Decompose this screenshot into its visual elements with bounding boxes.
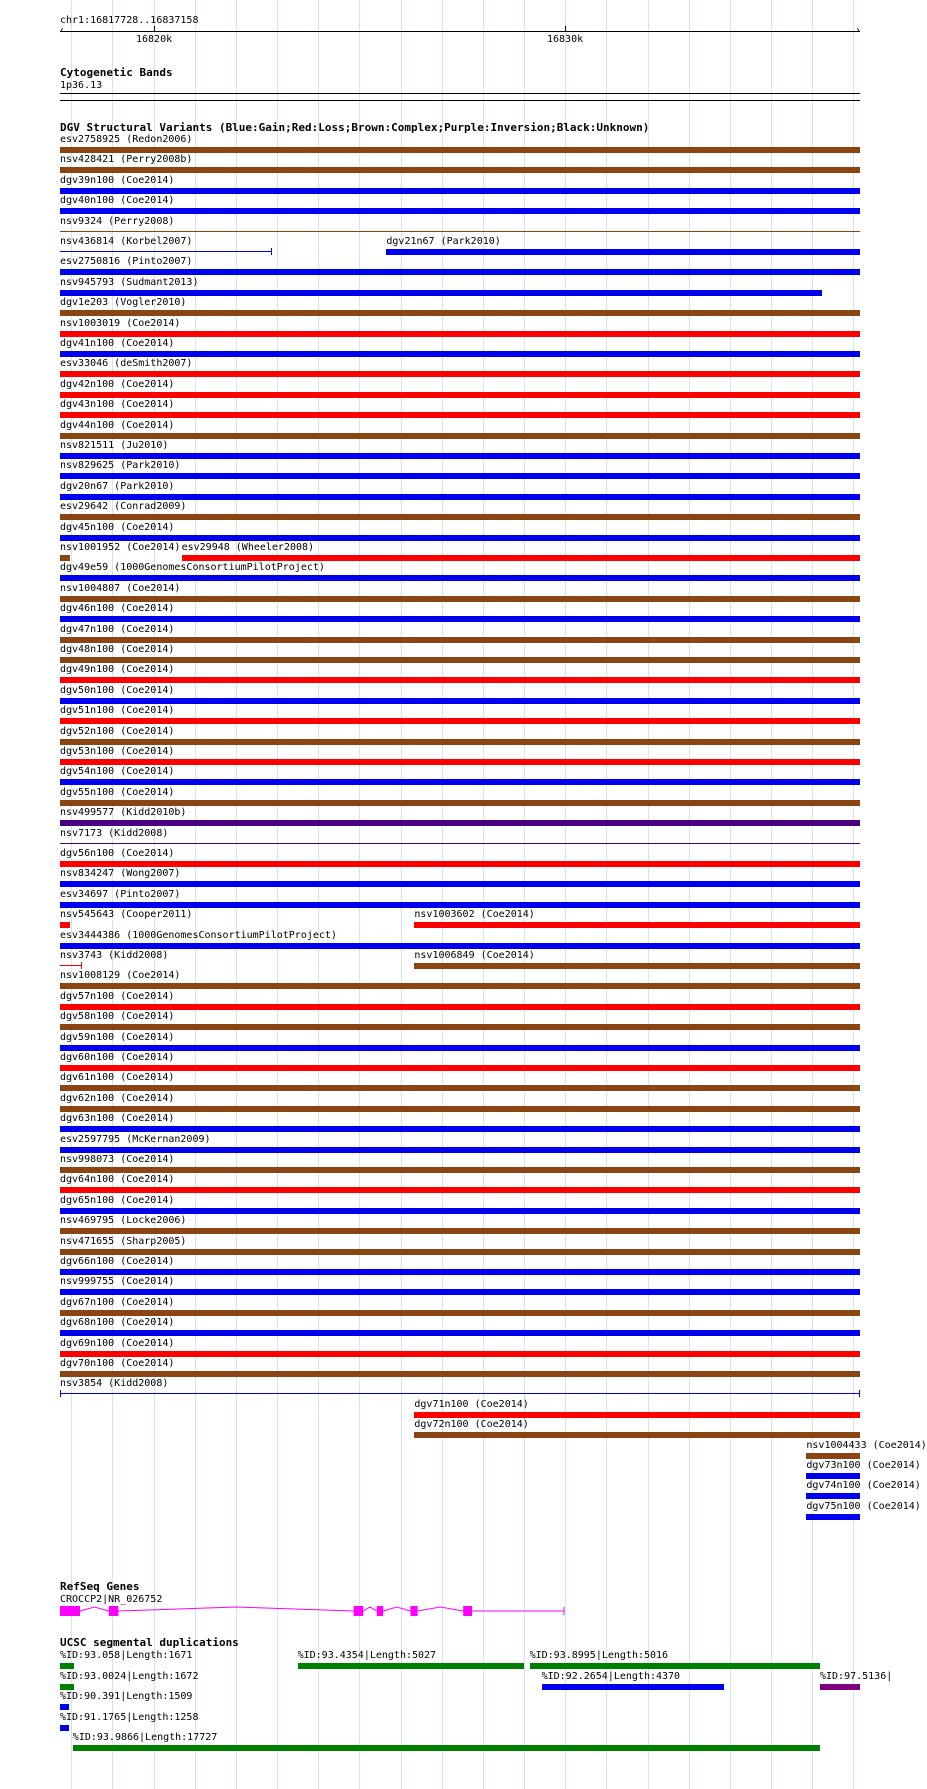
variant-label[interactable]: dgv53n100 (Coe2014)	[60, 746, 175, 757]
variant-label[interactable]: dgv67n100 (Coe2014)	[60, 1296, 175, 1308]
variant-label[interactable]: dgv46n100 (Coe2014)	[60, 603, 175, 615]
variant-feature[interactable]	[60, 331, 860, 337]
grid-line	[524, 0, 525, 1789]
variant-feature[interactable]	[60, 1065, 860, 1071]
variant-feature[interactable]	[60, 147, 860, 153]
variant-label[interactable]: nsv1004433 (Coe2014)	[806, 1439, 927, 1451]
refseq-gene-svg[interactable]	[0, 1599, 890, 1629]
variant-feature[interactable]	[60, 535, 860, 541]
variant-feature[interactable]	[60, 843, 860, 844]
variant-feature[interactable]	[60, 1147, 860, 1153]
ruler-tick	[154, 26, 155, 32]
segdup-feature[interactable]	[60, 1663, 74, 1669]
variant-feature[interactable]	[60, 983, 860, 989]
variant-feature[interactable]	[60, 881, 860, 887]
variant-label[interactable]: nsv469795 (Locke2006)	[60, 1215, 187, 1227]
variant-feature[interactable]	[60, 473, 860, 479]
segdup-feature[interactable]	[60, 1704, 69, 1710]
variant-label[interactable]: dgv39n100 (Coe2014)	[60, 174, 175, 186]
variant-label[interactable]: esv34697 (Pinto2007)	[60, 888, 181, 900]
segdup-feature[interactable]	[542, 1684, 724, 1690]
grid-line	[730, 0, 731, 1789]
cytoband-ideogram-line-bottom	[60, 100, 860, 101]
variant-label[interactable]: esv2597795 (McKernan2009)	[60, 1133, 211, 1145]
grid-line	[853, 0, 854, 1789]
ruler-axis-line	[60, 31, 860, 32]
variant-feature[interactable]	[60, 1126, 860, 1132]
segdup-track-title: UCSC segmental duplications	[60, 1636, 239, 1649]
variant-label[interactable]: nsv834247 (Wong2007)	[60, 868, 181, 880]
ruler-tick	[565, 26, 566, 32]
variant-label[interactable]: dgv63n100 (Coe2014)	[60, 1113, 175, 1125]
gene-exon[interactable]	[410, 1606, 417, 1616]
grid-line	[689, 0, 690, 1789]
grid-line	[318, 0, 319, 1789]
variant-label[interactable]: nsv1006849 (Coe2014)	[414, 950, 535, 961]
variant-label[interactable]: dgv55n100 (Coe2014)	[60, 786, 175, 798]
variant-label[interactable]: esv2750816 (Pinto2007)	[60, 256, 193, 268]
variant-feature[interactable]	[60, 188, 860, 194]
variant-label[interactable]: dgv42n100 (Coe2014)	[60, 378, 175, 390]
variant-end-tick	[81, 962, 82, 969]
segdup-label[interactable]: %ID:93.9866|Length:17727	[72, 1732, 218, 1743]
dgv-track-title: DGV Structural Variants (Blue:Gain;Red:Loss;Brown:Complex;Purple:Inversion;Black:Unknown)	[60, 121, 650, 134]
variant-label[interactable]: esv33046 (deSmith2007)	[60, 358, 193, 370]
variant-feature[interactable]	[60, 371, 860, 377]
variant-label[interactable]: esv2758925 (Redon2006)	[60, 134, 193, 145]
segdup-feature[interactable]	[60, 1684, 74, 1690]
variant-label[interactable]: dgv49n100 (Coe2014)	[60, 664, 175, 676]
variant-feature[interactable]	[60, 943, 860, 949]
variant-feature[interactable]	[60, 820, 860, 826]
variant-feature[interactable]	[60, 1024, 860, 1030]
cytoband-label: 1p36.13	[60, 80, 103, 91]
variant-feature[interactable]	[60, 1004, 860, 1010]
variant-feature[interactable]	[60, 310, 860, 316]
variant-feature[interactable]	[414, 922, 860, 928]
variant-label[interactable]: dgv64n100 (Coe2014)	[60, 1174, 175, 1186]
variant-label[interactable]: nsv3854 (Kidd2008)	[60, 1378, 169, 1390]
variant-feature[interactable]	[60, 494, 860, 500]
variant-feature[interactable]	[60, 596, 860, 602]
variant-label[interactable]: nsv436814 (Korbel2007)	[60, 236, 193, 247]
variant-label[interactable]: dgv20n67 (Park2010)	[60, 480, 175, 492]
variant-label[interactable]: dgv73n100 (Coe2014)	[806, 1460, 921, 1471]
segdup-feature[interactable]	[60, 1725, 69, 1731]
variant-feature[interactable]	[60, 453, 860, 459]
variant-feature[interactable]	[60, 1208, 860, 1214]
variant-label[interactable]: dgv52n100 (Coe2014)	[60, 725, 175, 737]
variant-label[interactable]: nsv945793 (Sudmant2013)	[60, 276, 199, 288]
variant-label[interactable]: dgv58n100 (Coe2014)	[60, 1011, 175, 1023]
segdup-label[interactable]: %ID:97.5136|	[820, 1670, 893, 1682]
refseq-track-title: RefSeq Genes	[60, 1580, 140, 1593]
variant-feature[interactable]	[806, 1514, 860, 1520]
ruler-tick-label: 16820k	[136, 34, 173, 45]
variant-label[interactable]: dgv72n100 (Coe2014)	[414, 1419, 529, 1431]
ruler-right-arrow: ›	[855, 25, 862, 36]
variant-label[interactable]: dgv70n100 (Coe2014)	[60, 1358, 175, 1369]
variant-label[interactable]: dgv48n100 (Coe2014)	[60, 644, 175, 655]
variant-label[interactable]: dgv40n100 (Coe2014)	[60, 195, 175, 207]
variant-label[interactable]: nsv7173 (Kidd2008)	[60, 827, 169, 839]
variant-label[interactable]: esv29642 (Conrad2009)	[60, 501, 187, 513]
variant-label[interactable]: esv29948 (Wheeler2008)	[181, 542, 315, 553]
grid-line	[606, 0, 607, 1789]
grid-line	[195, 0, 196, 1789]
variant-feature[interactable]	[60, 555, 70, 561]
variant-label[interactable]: dgv65n100 (Coe2014)	[60, 1194, 175, 1206]
grid-line	[648, 0, 649, 1789]
variant-label[interactable]: dgv68n100 (Coe2014)	[60, 1317, 175, 1329]
variant-feature[interactable]	[60, 514, 860, 520]
variant-label[interactable]: nsv545643 (Cooper2011)	[60, 909, 193, 921]
variant-feature[interactable]	[60, 412, 860, 418]
variant-label[interactable]: nsv1004807 (Coe2014)	[60, 582, 181, 594]
grid-line	[771, 0, 772, 1789]
segdup-feature[interactable]	[73, 1745, 820, 1751]
variant-label[interactable]: dgv41n100 (Coe2014)	[60, 338, 175, 349]
gene-intron-line	[80, 1607, 564, 1611]
variant-feature[interactable]	[806, 1473, 860, 1479]
variant-feature[interactable]	[60, 269, 860, 275]
grid-line	[565, 0, 566, 1789]
variant-feature[interactable]	[60, 575, 860, 581]
variant-feature[interactable]	[60, 698, 860, 704]
variant-feature[interactable]	[806, 1493, 860, 1499]
variant-feature[interactable]	[60, 759, 860, 765]
gene-exon[interactable]	[109, 1606, 119, 1616]
grid-line	[442, 0, 443, 1789]
segdup-feature[interactable]	[820, 1684, 860, 1690]
variant-feature[interactable]	[60, 718, 860, 724]
variant-feature[interactable]	[60, 1085, 860, 1091]
variant-feature[interactable]	[60, 167, 860, 173]
variant-label[interactable]: dgv43n100 (Coe2014)	[60, 399, 175, 411]
cytoband-track-title: Cytogenetic Bands	[60, 66, 173, 79]
variant-label[interactable]: nsv999755 (Coe2014)	[60, 1276, 175, 1288]
variant-feature[interactable]	[60, 351, 860, 357]
variant-label[interactable]: nsv821511 (Ju2010)	[60, 440, 169, 451]
variant-feature[interactable]	[414, 1432, 860, 1438]
variant-feature[interactable]	[60, 1187, 860, 1193]
variant-label[interactable]: nsv3743 (Kidd2008)	[60, 950, 169, 961]
variant-feature[interactable]	[60, 433, 860, 439]
ruler-left-arrow: ‹	[59, 25, 66, 36]
variant-feature[interactable]	[60, 1167, 860, 1173]
grid-line	[401, 0, 402, 1789]
variant-feature[interactable]	[386, 249, 860, 255]
ruler-range-label: chr1:16817728..16837158	[60, 15, 199, 26]
variant-feature[interactable]	[60, 251, 272, 252]
variant-feature[interactable]	[60, 1106, 860, 1112]
segdup-label[interactable]: %ID:93.4354|Length:5027	[297, 1650, 437, 1661]
variant-feature[interactable]	[414, 963, 860, 969]
grid-line	[483, 0, 484, 1789]
variant-feature[interactable]	[60, 1330, 860, 1336]
variant-label[interactable]: nsv829625 (Park2010)	[60, 460, 181, 472]
variant-label[interactable]: dgv66n100 (Coe2014)	[60, 1256, 175, 1267]
variant-end-tick	[271, 248, 272, 255]
variant-feature[interactable]	[60, 392, 860, 398]
variant-feature[interactable]	[60, 231, 860, 232]
variant-label[interactable]: nsv1003019 (Coe2014)	[60, 317, 181, 329]
variant-feature[interactable]	[60, 1351, 860, 1357]
variant-label[interactable]: dgv59n100 (Coe2014)	[60, 1031, 175, 1043]
variant-feature[interactable]	[60, 1228, 860, 1234]
variant-feature[interactable]	[60, 1310, 860, 1316]
variant-label[interactable]: nsv1008129 (Coe2014)	[60, 970, 181, 982]
gene-exon[interactable]	[60, 1606, 80, 1616]
variant-label[interactable]: dgv45n100 (Coe2014)	[60, 521, 175, 533]
variant-label[interactable]: dgv51n100 (Coe2014)	[60, 705, 175, 717]
variant-label[interactable]: dgv62n100 (Coe2014)	[60, 1092, 175, 1104]
variant-feature[interactable]	[60, 739, 860, 745]
variant-label[interactable]: dgv60n100 (Coe2014)	[60, 1052, 175, 1063]
variant-label[interactable]: dgv21n67 (Park2010)	[386, 236, 501, 247]
segdup-label[interactable]: %ID:93.0024|Length:1672	[60, 1670, 199, 1682]
variant-label[interactable]: nsv9324 (Perry2008)	[60, 215, 175, 227]
variant-label[interactable]: dgv56n100 (Coe2014)	[60, 848, 175, 859]
variant-label[interactable]: nsv998073 (Coe2014)	[60, 1154, 175, 1165]
variant-feature[interactable]	[60, 616, 860, 622]
segdup-label[interactable]: %ID:92.2654|Length:4370	[541, 1670, 681, 1682]
variant-feature[interactable]	[60, 902, 860, 908]
variant-feature[interactable]	[806, 1453, 860, 1459]
variant-label[interactable]: nsv499577 (Kidd2010b)	[60, 807, 187, 819]
ruler-tick-label: 16830k	[547, 34, 584, 45]
variant-label[interactable]: dgv44n100 (Coe2014)	[60, 419, 175, 431]
variant-feature[interactable]	[60, 208, 860, 214]
variant-label[interactable]: dgv1e203 (Vogler2010)	[60, 297, 187, 309]
variant-start-tick	[60, 1390, 61, 1397]
variant-label[interactable]: dgv50n100 (Coe2014)	[60, 684, 175, 696]
cytoband-ideogram-line-top	[60, 93, 860, 94]
gene-exon[interactable]	[463, 1606, 472, 1616]
variant-label[interactable]: dgv47n100 (Coe2014)	[60, 623, 175, 635]
variant-label[interactable]: nsv1003602 (Coe2014)	[414, 909, 535, 921]
gene-exon[interactable]	[377, 1606, 383, 1616]
grid-line	[812, 0, 813, 1789]
variant-label[interactable]: nsv471655 (Sharp2005)	[60, 1235, 187, 1247]
variant-feature[interactable]	[60, 677, 860, 683]
variant-feature[interactable]	[60, 657, 860, 663]
segdup-label[interactable]: %ID:93.058|Length:1671	[60, 1650, 193, 1661]
variant-label[interactable]: dgv74n100 (Coe2014)	[806, 1480, 921, 1492]
variant-feature[interactable]	[60, 1249, 860, 1255]
variant-label[interactable]: dgv57n100 (Coe2014)	[60, 990, 175, 1002]
segdup-feature[interactable]	[530, 1663, 820, 1669]
variant-feature[interactable]	[60, 637, 860, 643]
variant-label[interactable]: dgv71n100 (Coe2014)	[414, 1398, 529, 1410]
segdup-label[interactable]: %ID:93.8995|Length:5016	[529, 1650, 669, 1661]
variant-feature[interactable]	[60, 1045, 860, 1051]
variant-feature[interactable]	[414, 1412, 860, 1418]
grid-line	[236, 0, 237, 1789]
variant-feature[interactable]	[60, 1371, 860, 1377]
segdup-label[interactable]: %ID:91.1765|Length:1258	[60, 1711, 199, 1723]
variant-feature[interactable]	[60, 800, 860, 806]
variant-feature[interactable]	[60, 1269, 860, 1275]
variant-feature[interactable]	[60, 779, 860, 785]
variant-label[interactable]: dgv69n100 (Coe2014)	[60, 1337, 175, 1349]
variant-label[interactable]: dgv61n100 (Coe2014)	[60, 1072, 175, 1084]
variant-feature[interactable]	[60, 290, 822, 296]
variant-label[interactable]: dgv54n100 (Coe2014)	[60, 766, 175, 778]
variant-feature[interactable]	[60, 1289, 860, 1295]
variant-end-tick	[859, 1390, 860, 1397]
grid-line	[359, 0, 360, 1789]
segdup-feature[interactable]	[298, 1663, 524, 1669]
variant-label[interactable]: esv3444386 (1000GenomesConsortiumPilotProject)	[60, 929, 337, 941]
variant-label[interactable]: nsv428421 (Perry2008b)	[60, 154, 193, 166]
variant-label[interactable]: dgv75n100 (Coe2014)	[806, 1500, 921, 1512]
variant-feature[interactable]	[182, 555, 860, 561]
refseq-gene-label[interactable]: CROCCP2|NR_026752	[60, 1594, 163, 1605]
variant-label[interactable]: nsv1001952 (Coe2014)	[60, 542, 181, 553]
segdup-label[interactable]: %ID:90.391|Length:1509	[60, 1691, 193, 1702]
grid-line	[277, 0, 278, 1789]
gene-exon[interactable]	[354, 1606, 364, 1616]
variant-feature[interactable]	[60, 861, 860, 867]
variant-feature[interactable]	[60, 922, 70, 928]
variant-label[interactable]: dgv49e59 (1000GenomesConsortiumPilotProject)	[60, 562, 325, 574]
variant-feature[interactable]	[60, 965, 82, 966]
variant-feature[interactable]	[60, 1393, 860, 1394]
